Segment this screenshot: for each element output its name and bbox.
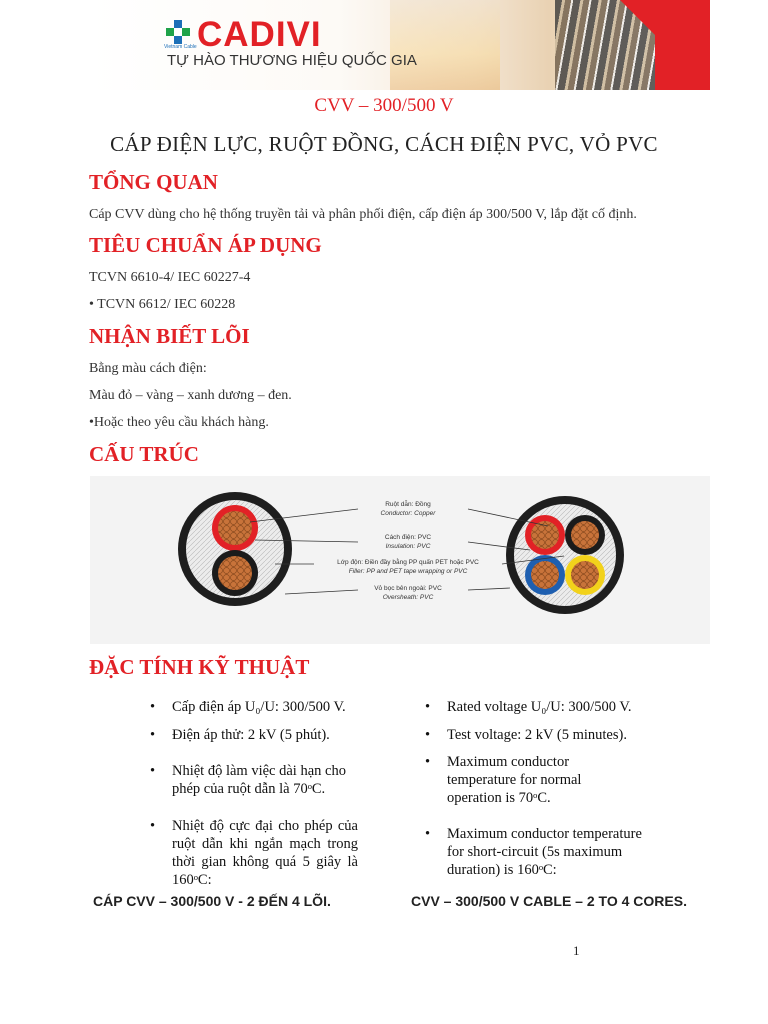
spec-item-vi: • Điện áp thử: 2 kV (5 phút). [172, 726, 330, 744]
core-id-line: •Hoặc theo yêu cầu khách hàng. [89, 415, 269, 430]
spec-item-en: • Maximum conductor temperature for normal operation is 70ᵒC. [447, 753, 607, 807]
page-number: 1 [573, 943, 580, 958]
core-id-line: Bằng màu cách điện: [89, 361, 207, 376]
header-banner [90, 0, 710, 90]
banner-red-block [655, 0, 710, 90]
standard-item: • TCVN 6612/ IEC 60228 [89, 297, 236, 312]
label-filler-en: Filler: PP and PET tape wrapping or PVC [348, 568, 468, 575]
spec-item-en: • Maximum conductor temperature for short-circuit (5s maximum duration) is 160ᵒC: [447, 825, 652, 879]
core-id-line: Màu đỏ – vàng – xanh dương – đen. [89, 388, 292, 403]
product-subtitle: CÁP ĐIỆN LỰC, RUỘT ĐỒNG, CÁCH ĐIỆN PVC, VỎ PVC [110, 132, 658, 156]
spec-item-vi: • Nhiệt độ làm việc dài hạn cho phép của ruột dẫn là 70ᵒC. [172, 762, 358, 798]
label-filler-vi: Lớp độn: Điền đầy bằng PP quấn PET hoặc PVC [337, 559, 479, 566]
two-core-cable-icon [178, 492, 292, 606]
four-core-cable-icon [506, 496, 624, 614]
label-conductor-en: Conductor: Copper [380, 510, 436, 517]
core-id-heading: NHẬN BIẾT LÕI [89, 324, 250, 348]
label-sheath-vi: Vỏ bọc bên ngoài: PVC [374, 585, 442, 592]
brand-subtext: Vietnam Cable [164, 44, 197, 50]
structure-heading: CẤU TRÚC [89, 442, 199, 466]
cable-structure-diagram [90, 476, 710, 644]
spec-item-en: • Test voltage: 2 kV (5 minutes). [447, 726, 627, 744]
specs-heading: ĐẶC TÍNH KỸ THUẬT [89, 655, 310, 679]
label-insulation-vi: Cách điện: PVC [384, 534, 432, 541]
label-conductor-vi: Ruột dẫn: Đồng [385, 501, 431, 508]
label-sheath-en: Oversheath: PVC [382, 594, 434, 601]
footer-note-en: CVV – 300/500 V CABLE – 2 TO 4 CORES. [411, 893, 687, 909]
banner-photo-strip [390, 0, 500, 90]
spec-item-vi: • Nhiệt độ cực đại cho phép của ruột dẫn khi ngắn mạch trong thời gian không quá 5 giây là 160ᵒC: [172, 817, 358, 889]
standards-heading: TIÊU CHUẨN ÁP DỤNG [89, 233, 322, 257]
brand-logo: CADIVI [197, 15, 322, 54]
label-insulation-en: Insulation: PVC [385, 543, 431, 550]
overview-text: Cáp CVV dùng cho hệ thống truyền tải và phân phối điện, cấp điện áp 300/500 V, lắp đặt cố định. [89, 207, 637, 222]
overview-heading: TỔNG QUAN [89, 170, 218, 194]
cadivi-logo-icon [166, 20, 190, 44]
product-title: CVV – 300/500 V [314, 95, 454, 116]
standard-item: TCVN 6610-4/ IEC 60227-4 [89, 270, 251, 285]
spec-item-vi: • Cấp điện áp U₀/U: 300/500 V. [172, 698, 346, 716]
spec-item-en: • Rated voltage U₀/U: 300/500 V. [447, 698, 632, 716]
footer-note-vi: CÁP CVV – 300/500 V - 2 ĐẾN 4 LÕI. [93, 893, 331, 909]
brand-tagline: TỰ HÀO THƯƠNG HIỆU QUỐC GIA [167, 52, 417, 69]
